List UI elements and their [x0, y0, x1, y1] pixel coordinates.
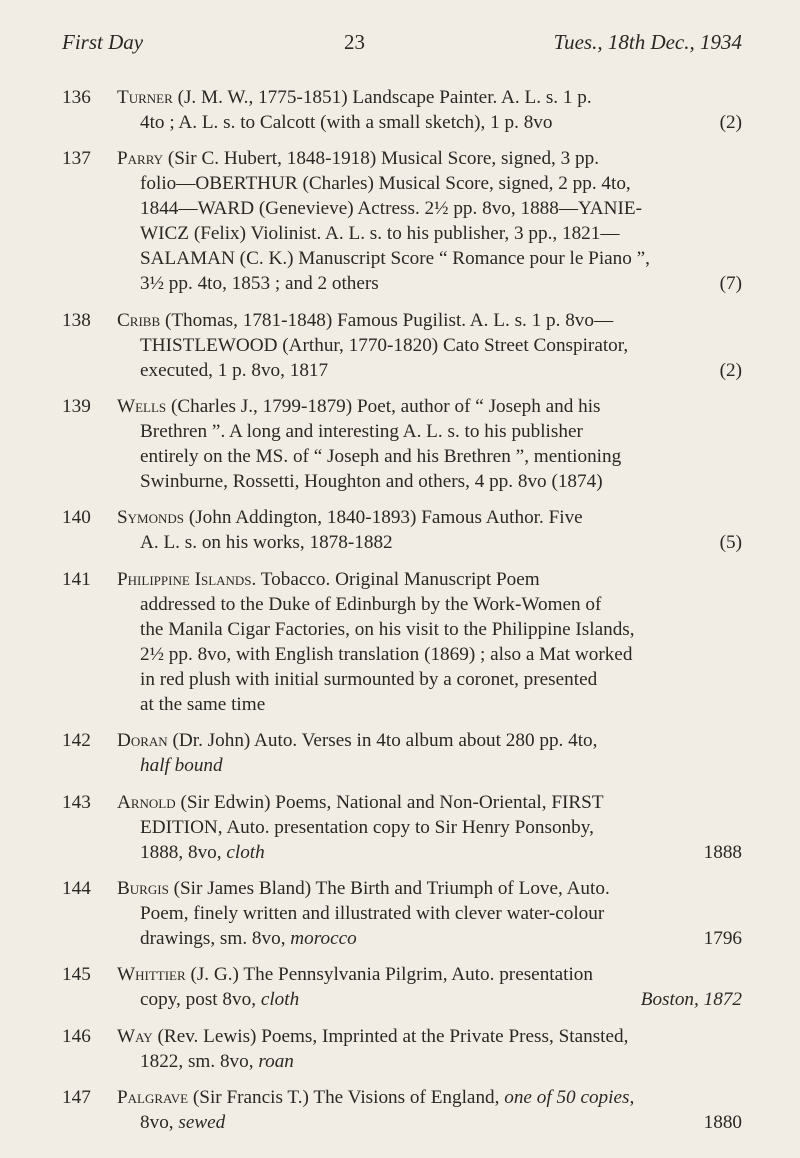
header-date: Tues., 18th Dec., 1934	[553, 30, 742, 54]
lot-number: 138	[62, 309, 91, 331]
lot-quantity: (2)	[719, 112, 742, 133]
lot-text: (Dr. John) Auto. Verses in 4to album about 280 pp. 4to,	[172, 730, 598, 752]
page-header	[62, 30, 742, 60]
lot-138	[62, 308, 742, 383]
lot-text: 1888, 8vo,	[140, 841, 222, 863]
lot-145	[62, 962, 742, 1012]
lot-name: Turner	[117, 87, 173, 108]
lot-text: folio—OBERTHUR (Charles) Musical Score, signed, 2 pp. 4to,	[140, 173, 631, 195]
lot-number: 141	[62, 568, 91, 590]
lot-binding: morocco	[290, 927, 357, 949]
lot-name: Symonds	[117, 507, 185, 529]
header-day: First Day	[62, 30, 144, 54]
lot-text: (John Addington, 1840-1893) Famous Author. Five	[188, 507, 583, 529]
lot-date: 1880	[703, 1112, 742, 1133]
page-number: 23	[344, 30, 365, 54]
lot-date: Boston, 1872	[640, 989, 742, 1011]
lot-text: copy, post 8vo,	[140, 989, 257, 1011]
lot-text: A. L. s. on his works, 1878-1882	[140, 532, 393, 554]
lot-text: (Thomas, 1781-1848) Famous Pugilist. A. L. s. 1 p. 8vo—	[164, 309, 614, 331]
lot-text: WICZ (Felix) Violinist. A. L. s. to his publisher, 3 pp., 1821—	[140, 223, 620, 245]
lot-142	[62, 728, 742, 778]
lot-147	[62, 1085, 742, 1135]
lot-139	[62, 394, 742, 494]
lot-141	[62, 567, 742, 717]
lot-146	[62, 1024, 742, 1074]
lot-text: Swinburne, Rossetti, Houghton and others, 4 pp. 8vo (1874)	[140, 471, 603, 493]
lot-name: Palgrave	[117, 1087, 189, 1108]
lot-text: executed, 1 p. 8vo, 1817	[140, 359, 329, 381]
lot-text: the Manila Cigar Factories, on his visit to the Philippine Islands,	[140, 618, 635, 640]
lot-text: (Sir Edwin) Poems, National and Non-Oriental, FIRST	[180, 791, 604, 813]
lot-name: Cribb	[117, 309, 161, 331]
lot-name: Philippine Islands.	[117, 568, 257, 590]
lot-140	[62, 505, 742, 555]
lot-text: in red plush with initial surmounted by a coronet, presented	[140, 668, 598, 690]
lot-137	[62, 146, 742, 296]
lot-text: 3½ pp. 4to, 1853 ; and 2 others	[140, 273, 379, 295]
lot-text: 1822, sm. 8vo,	[140, 1050, 254, 1072]
lot-edition-note: one of 50 copies,	[504, 1087, 635, 1108]
lot-date: 1888	[703, 841, 742, 863]
lot-text: 8vo,	[140, 1112, 174, 1133]
lot-number: 136	[62, 87, 91, 108]
lot-name: Wells	[117, 396, 167, 418]
lot-number: 140	[62, 507, 91, 529]
lot-binding: sewed	[178, 1112, 226, 1133]
lot-text: THISTLEWOOD (Arthur, 1770-1820) Cato Street Conspirator,	[140, 334, 629, 356]
lot-text: (J. M. W., 1775-1851) Landscape Painter. A. L. s. 1 p.	[177, 87, 592, 108]
lot-text: Brethren ”. A long and interesting A. L. s. to his publisher	[140, 421, 583, 443]
lot-text: (Rev. Lewis) Poems, Imprinted at the Private Press, Stansted,	[157, 1025, 629, 1047]
lot-text: SALAMAN (C. K.) Manuscript Score “ Romance pour le Piano ”,	[140, 248, 650, 270]
lot-number: 139	[62, 396, 91, 418]
lot-number: 147	[62, 1087, 91, 1108]
lot-number: 143	[62, 791, 91, 813]
lot-quantity: (5)	[719, 532, 742, 554]
lot-binding: cloth	[260, 989, 300, 1011]
lot-quantity: (2)	[719, 359, 742, 381]
lot-date: 1796	[703, 927, 742, 949]
lot-number: 145	[62, 964, 91, 986]
lot-name: Doran	[117, 730, 168, 752]
lot-text: at the same time	[140, 693, 266, 715]
lot-name: Arnold	[117, 791, 176, 813]
lot-number: 137	[62, 148, 91, 170]
lot-text: 2½ pp. 8vo, with English translation (1869) ; also a Mat worked	[140, 643, 633, 665]
lot-text: addressed to the Duke of Edinburgh by the Work-Women of	[140, 593, 602, 615]
lot-name: Parry	[117, 148, 164, 170]
lot-text: half bound	[140, 755, 223, 777]
lot-text: EDITION, Auto. presentation copy to Sir Henry Ponsonby,	[140, 816, 594, 838]
lot-text: (Sir C. Hubert, 1848-1918) Musical Score, signed, 3 pp.	[167, 148, 600, 170]
lot-text: (Sir James Bland) The Birth and Triumph of Love, Auto.	[173, 877, 610, 899]
lot-number: 144	[62, 877, 91, 899]
lot-name: Whittier	[117, 964, 186, 986]
lot-name: Way	[117, 1025, 153, 1047]
lot-number: 146	[62, 1025, 91, 1047]
lot-quantity: (7)	[719, 273, 742, 295]
lot-text: (Sir Francis T.) The Visions of England,	[192, 1087, 500, 1108]
lot-text: 4to ; A. L. s. to Calcott (with a small sketch), 1 p. 8vo	[140, 112, 553, 133]
lot-text: Tobacco. Original Manuscript Poem	[260, 568, 540, 590]
lot-binding: roan	[258, 1050, 294, 1072]
lot-text: (J. G.) The Pennsylvania Pilgrim, Auto. presentation	[190, 964, 593, 986]
lot-text: drawings, sm. 8vo,	[140, 927, 286, 949]
lot-144	[62, 876, 742, 951]
lot-text: Poem, finely written and illustrated with clever water-colour	[140, 902, 605, 924]
lot-143	[62, 790, 742, 865]
lot-136	[62, 85, 742, 135]
lot-name: Burgis	[117, 877, 169, 899]
lot-number: 142	[62, 730, 91, 752]
lot-text: (Charles J., 1799-1879) Poet, author of “ Joseph and his	[170, 396, 601, 418]
lot-text: 1844—WARD (Genevieve) Actress. 2½ pp. 8vo, 1888—YANIE-	[140, 198, 642, 220]
lot-text: entirely on the MS. of “ Joseph and his Brethren ”, mentioning	[140, 446, 622, 468]
lot-binding: cloth	[226, 841, 265, 863]
